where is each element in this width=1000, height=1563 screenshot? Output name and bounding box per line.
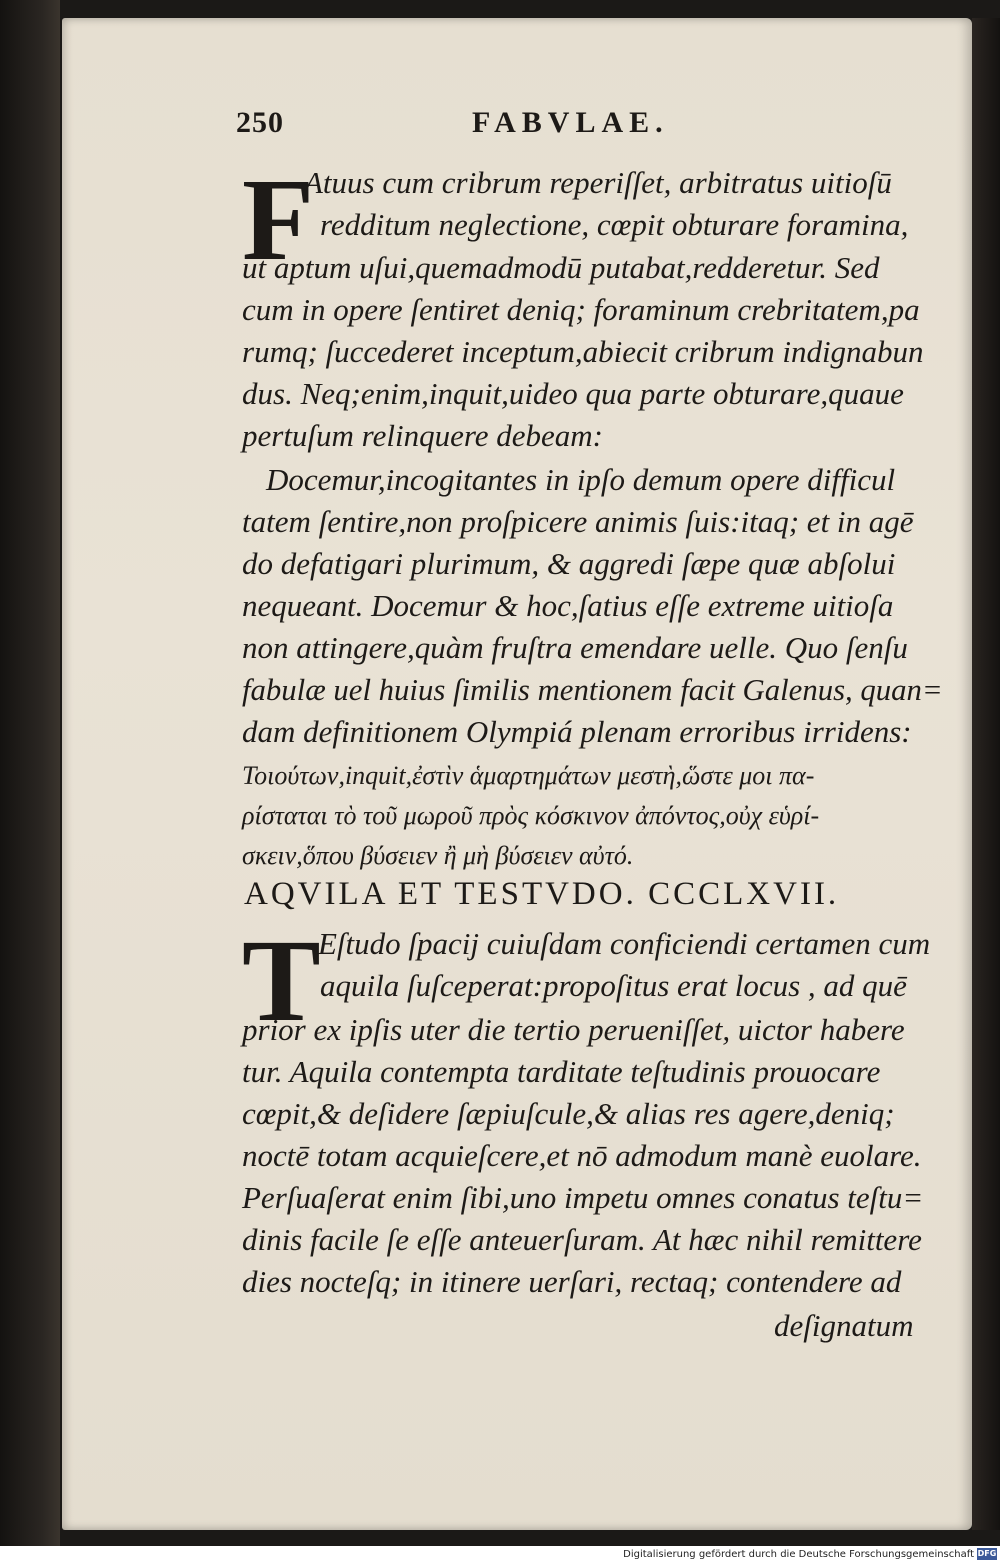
- fable1-line-10: do defatigari plurimum, & aggredi ſæpe quæ abſolui: [242, 546, 896, 581]
- book-edge-right: [972, 18, 1000, 1530]
- catchword: deſignatum: [774, 1308, 914, 1343]
- dfg-logo: DFG: [977, 1549, 997, 1558]
- fable1-line-7: pertuſum relinquere debeam:: [242, 418, 603, 453]
- dropcap-f: F: [242, 154, 315, 285]
- dropcap-t: T: [242, 915, 321, 1046]
- fable1-line-1: Atuus cum cribrum reperiſſet, arbitratus uitioſū: [304, 165, 892, 200]
- fable2-line-8: dinis facile ſe eſſe anteuerſuram. At hæc nihil remittere: [242, 1222, 922, 1257]
- fable1-line-3: ut aptum uſui,quemadmodū putabat,redderetur. Sed: [242, 250, 880, 285]
- fable2-line-7: Perſuaſerat enim ſibi,uno impetu omnes conatus teſtu=: [242, 1180, 924, 1215]
- fable2-line-3: prior ex ipſis uter die tertio perueniſſet, uictor habere: [242, 1012, 905, 1047]
- greek-line-2: ρίσταται τὸ τοῦ μωροῦ πρὸς κόσκινον ἀπόντος,οὐχ εὑρί-: [242, 801, 820, 830]
- previous-page-edge: [0, 0, 60, 1563]
- fable1-line-8: Docemur,incogitantes in ipſo demum opere difficul: [266, 462, 896, 497]
- greek-line-3: σκειν,ὅπου βύσειεν ἢ μὴ βύσειεν αὐτό.: [242, 841, 634, 870]
- running-head: FABVLAE.: [472, 106, 669, 139]
- fable1-line-6: dus. Neq;enim,inquit,uideo qua parte obturare,quaue: [242, 376, 904, 411]
- fable1-line-2: redditum neglectione, cœpit obturare foramina,: [320, 207, 909, 242]
- book-page: [62, 18, 972, 1530]
- fable-heading: AQVILA ET TESTVDO. CCCLXVII.: [244, 876, 840, 912]
- fable2-line-4: tur. Aquila contempta tarditate teſtudinis prouocare: [242, 1054, 881, 1089]
- fable2-line-2: aquila ſuſceperat:propoſitus erat locus , ad quē: [320, 968, 907, 1003]
- fable1-line-13: fabulæ uel huius ſimilis mentionem facit Galenus, quan=: [242, 672, 943, 707]
- fable1-line-4: cum in opere ſentiret deniq; foraminum crebritatem,pa: [242, 292, 920, 327]
- greek-line-1: Τοιούτων,inquit,ἐστὶν ἁμαρτημάτων μεστὴ,ὥστε μοι πα-: [242, 761, 815, 790]
- fable2-line-9: dies nocteſq; in itinere uerſari, rectaq; contendere ad: [242, 1264, 902, 1299]
- fable1-line-11: nequeant. Docemur & hoc,ſatius eſſe extreme uitioſa: [242, 588, 894, 623]
- fable1-line-12: non attingere,quàm fruſtra emendare uelle. Quo ſenſu: [242, 630, 908, 665]
- fable2-line-1: Eſtudo ſpacij cuiuſdam conficiendi certamen cum: [318, 926, 931, 961]
- fable2-line-6: noctē totam acquieſcere,et nō admodum manè euolare.: [242, 1138, 922, 1173]
- footer-credit: Digitalisierung gefördert durch die Deutsche Forschungsgemeinschaft: [623, 1549, 974, 1560]
- page-number: 250: [236, 106, 284, 139]
- fable1-line-9: tatem ſentire,non proſpicere animis ſuis:itaq; et in agē: [242, 504, 914, 539]
- fable2-line-5: cœpit,& deſidere ſæpiuſcule,& alias res agere,deniq;: [242, 1096, 895, 1131]
- fable1-line-5: rumq; ſuccederet inceptum,abiecit cribrum indignabun: [242, 334, 924, 369]
- fable1-line-14: dam definitionem Olympiá plenam erroribus irridens:: [242, 714, 912, 749]
- page-header: [62, 106, 972, 146]
